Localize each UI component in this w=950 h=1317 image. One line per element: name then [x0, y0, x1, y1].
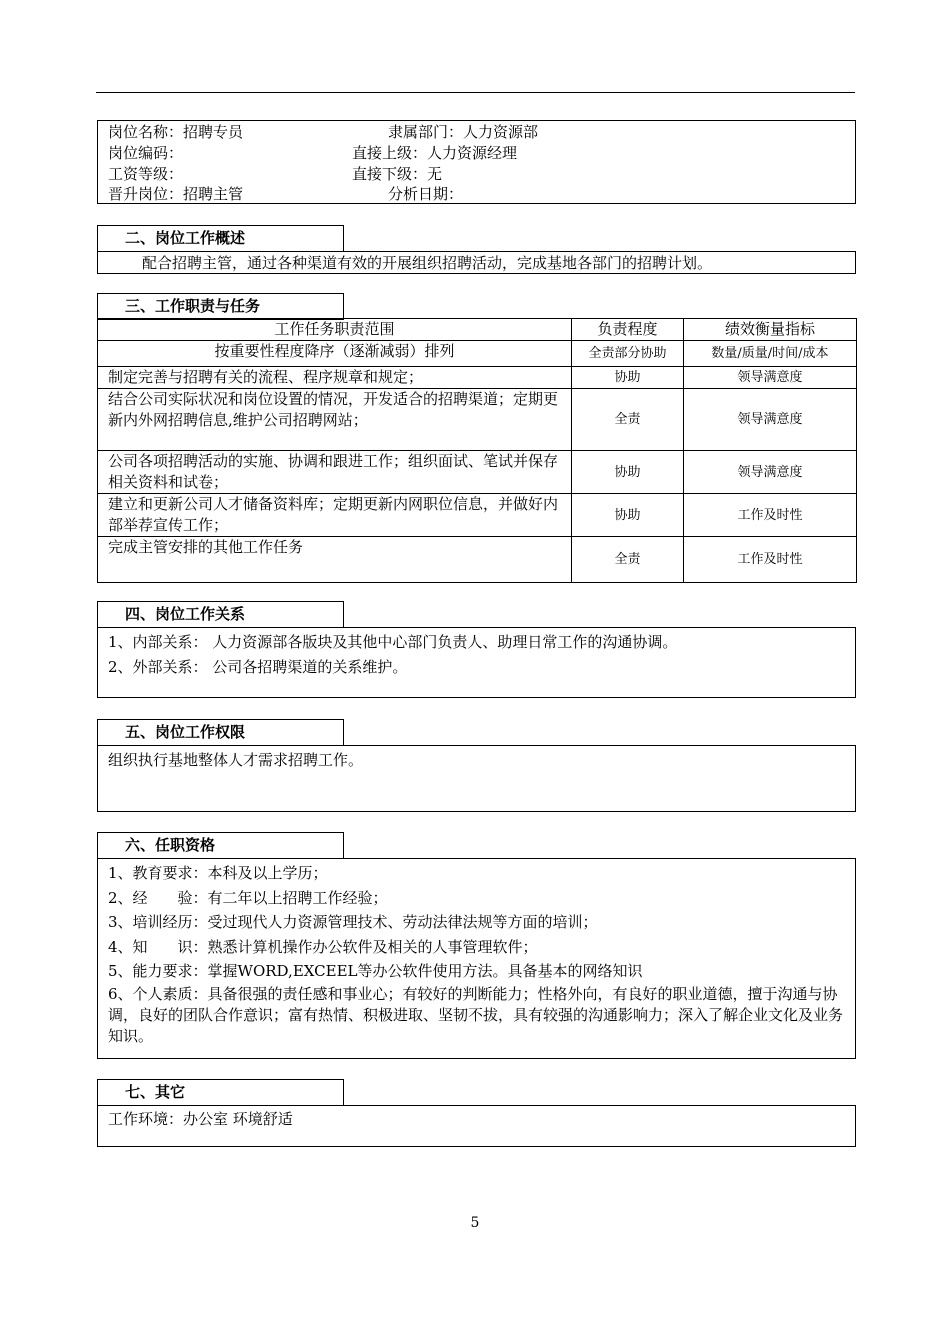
salary-grade: 工资等级：	[108, 165, 184, 183]
kpi-cell: 工作及时性	[684, 494, 857, 537]
analysis-date: 分析日期：	[388, 185, 464, 203]
kpi-cell: 领导满意度	[684, 389, 857, 451]
qualifications-content	[97, 858, 856, 1059]
position-name: 岗位名称：招聘专员	[108, 123, 244, 141]
direct-superior: 直接上级：人力资源经理	[352, 144, 518, 162]
header-responsibility-sub: 全责部分协助	[572, 341, 684, 367]
task-cell: 完成主管安排的其他工作任务	[98, 537, 572, 583]
table-row	[98, 537, 857, 583]
relations-content	[97, 627, 856, 698]
section-title-overview: 二、岗位工作概述	[97, 225, 344, 252]
task-cell: 制定完善与招聘有关的流程、程序规章和规定；	[98, 367, 572, 389]
section-title-qualifications: 六、任职资格	[97, 832, 344, 859]
qualification-line: 3、培训经历：受过现代人力资源管理技术、劳动法律法规等方面的培训；	[108, 913, 598, 931]
level-cell: 协助	[572, 451, 684, 494]
department: 隶属部门：人力资源部	[388, 123, 539, 141]
other-content: 工作环境：办公室 环境舒适	[97, 1105, 856, 1147]
promotion-position: 晋升岗位：招聘主管	[108, 185, 244, 203]
task-cell: 公司各项招聘活动的实施、协调和跟进工作；组织面试、笔试并保存相关资料和试卷；	[98, 451, 572, 494]
authority-content: 组织执行基地整体人才需求招聘工作。	[97, 745, 856, 812]
header-kpi-sub: 数量/质量/时间/成本	[684, 341, 857, 367]
position-code: 岗位编码：	[108, 144, 184, 162]
task-cell: 建立和更新公司人才储备资料库；定期更新内网职位信息，并做好内部举荐宣传工作；	[98, 494, 572, 537]
kpi-cell: 领导满意度	[684, 367, 857, 389]
section-title-duties: 三、工作职责与任务	[97, 293, 344, 320]
table-row	[98, 451, 857, 494]
external-relations: 2、外部关系： 公司各招聘渠道的关系维护。	[108, 657, 408, 676]
basic-info-box	[97, 120, 856, 204]
header-scope: 工作任务职责范围	[98, 319, 572, 341]
page-number: 5	[470, 1215, 480, 1231]
overview-content: 配合招聘主管，通过各种渠道有效的开展组织招聘活动，完成基地各部门的招聘计划。	[97, 251, 856, 274]
header-kpi: 绩效衡量指标	[684, 319, 857, 341]
level-cell: 全责	[572, 389, 684, 451]
section-title-other: 七、其它	[97, 1079, 344, 1106]
section-title-relations: 四、岗位工作关系	[97, 601, 344, 628]
level-cell: 协助	[572, 367, 684, 389]
qualification-line: 2、经 验：有二年以上招聘工作经验；	[108, 888, 388, 907]
qualification-line: 4、知 识：熟悉计算机操作办公软件及相关的人事管理软件；	[108, 937, 538, 956]
table-row	[98, 367, 857, 389]
duties-table	[97, 318, 857, 583]
level-cell: 协助	[572, 494, 684, 537]
header-responsibility: 负责程度	[572, 319, 684, 341]
direct-subordinate: 直接下级：无	[352, 165, 443, 183]
kpi-cell: 工作及时性	[684, 537, 857, 583]
internal-relations: 1、内部关系： 人力资源部各版块及其他中心部门负责人、助理日常工作的沟通协调。	[108, 633, 678, 651]
qualification-line: 1、教育要求：本科及以上学历；	[108, 864, 328, 882]
qualification-line: 5、能力要求：掌握WORD,EXCEEL等办公软件使用方法。具备基本的网络知识	[108, 962, 643, 980]
table-row	[98, 389, 857, 451]
table-row	[98, 494, 857, 537]
header-scope-sub: 按重要性程度降序（逐渐减弱）排列	[98, 341, 572, 367]
section-title-authority: 五、岗位工作权限	[97, 719, 344, 746]
header-rule	[96, 92, 855, 93]
level-cell: 全责	[572, 537, 684, 583]
qualification-line: 6、个人素质：具备很强的责任感和事业心；有较好的判断能力；性格外向，有良好的职业道德，擅于沟通与协调，良好的团队合作意识；富有热情、积极进取、坚韧不拔，具有较强的沟通影响力；深入了解企业文化及业务知识。	[108, 984, 844, 1045]
task-cell: 结合公司实际状况和岗位设置的情况，开发适合的招聘渠道；定期更新内外网招聘信息,维护公司招聘网站；	[98, 389, 572, 451]
kpi-cell: 领导满意度	[684, 451, 857, 494]
